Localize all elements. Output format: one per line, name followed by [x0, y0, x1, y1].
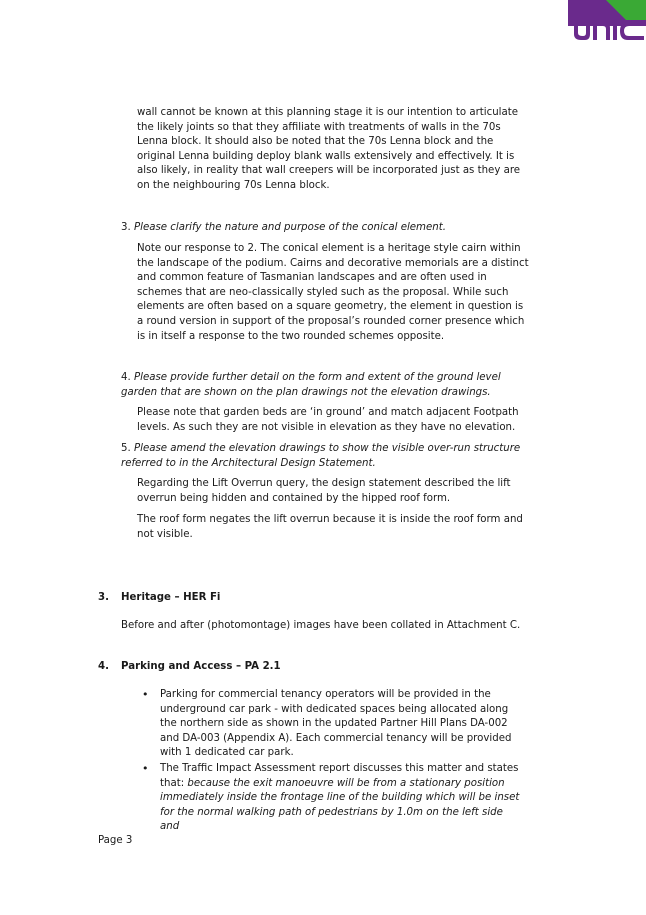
bullet-marker: • [142, 688, 149, 701]
question-4 [121, 371, 531, 400]
section-3-number: 3. [98, 592, 109, 603]
bullet-traffic-lead: The Traffic Impact Assessment report discusses this matter and states that: [160, 763, 519, 789]
question-4-number: 4. [121, 372, 134, 383]
paragraph-wall-treatment: wall cannot be known at this planning stage it is our intention to articulate the likely joints so that they affiliate with treatments of walls in the 70s Lenna block. It should also be noted that the 70s Lenna block and the original Lenna building deploy blank walls extensively and effectively. It is also likely, in reality that wall creepers will be incorporated just as they are on the neighbouring 70s Lenna block. [137, 107, 521, 191]
question-3-number: 3. [121, 222, 134, 233]
section-3-heading: Heritage – HER Fi [121, 592, 221, 603]
question-5-number: 5. [121, 443, 134, 454]
question-3-text: Please clarify the nature and purpose of the conical element. [133, 222, 446, 233]
bullet-marker: • [142, 762, 149, 775]
section-4-heading: Parking and Access – PA 2.1 [121, 661, 281, 672]
company-logo [568, 0, 646, 42]
question-5-text: Please amend the elevation drawings to show the visible over-run structure referred to in the Architectural Design Statement. [121, 443, 521, 469]
section-4-number: 4. [98, 661, 109, 672]
bullet-commercial-parking: Parking for commercial tenancy operators will be provided in the underground car park - with dedicated spaces being allocated along the northern side as shown in the updated Partner Hill Plans DA-002 and DA-003 (Appendix A). Each commercial tenancy will be provided with 1 dedicated car park. [160, 689, 512, 759]
answer-5-roof-form: The roof form negates the lift overrun because it is inside the roof form and not visible. [137, 514, 523, 540]
section-3-body: Before and after (photomontage) images have been collated in Attachment C. [121, 620, 521, 631]
logo-graphic [568, 0, 646, 42]
bullet-traffic-quote: because the exit manoeuvre will be from a stationary position immediately inside the frontage line of the building which will be inset for the normal walking path of pedestrians by 1.0m on the left side and [160, 777, 520, 833]
answer-4: Please note that garden beds are ‘in ground’ and match adjacent Footpath levels. As such they are not visible in elevation as they have no elevation. [137, 407, 519, 433]
bullet-traffic-assessment [160, 762, 522, 835]
answer-5-lift-overrun: Regarding the Lift Overrun query, the design statement described the lift overrun being hidden and contained by the hipped roof form. [137, 478, 511, 504]
question-4-text: Please provide further detail on the form and extent of the ground level garden that are shown on the plan drawings not the elevation drawings. [121, 372, 501, 398]
page-number: Page 3 [98, 835, 133, 846]
question-3 [121, 221, 531, 236]
question-5 [121, 442, 531, 471]
answer-3: Note our response to 2. The conical element is a heritage style cairn within the landscape of the podium. Cairns and decorative memorials are a distinct and common feature of Tasmanian landscapes and are often used in schemes that are neo-classically styled such as the proposal. While such elements are often based on a square geometry, the element in question is a round version in support of the proposal’s rounded corner presence which is in itself a response to the two rounded schemes opposite. [137, 243, 529, 342]
